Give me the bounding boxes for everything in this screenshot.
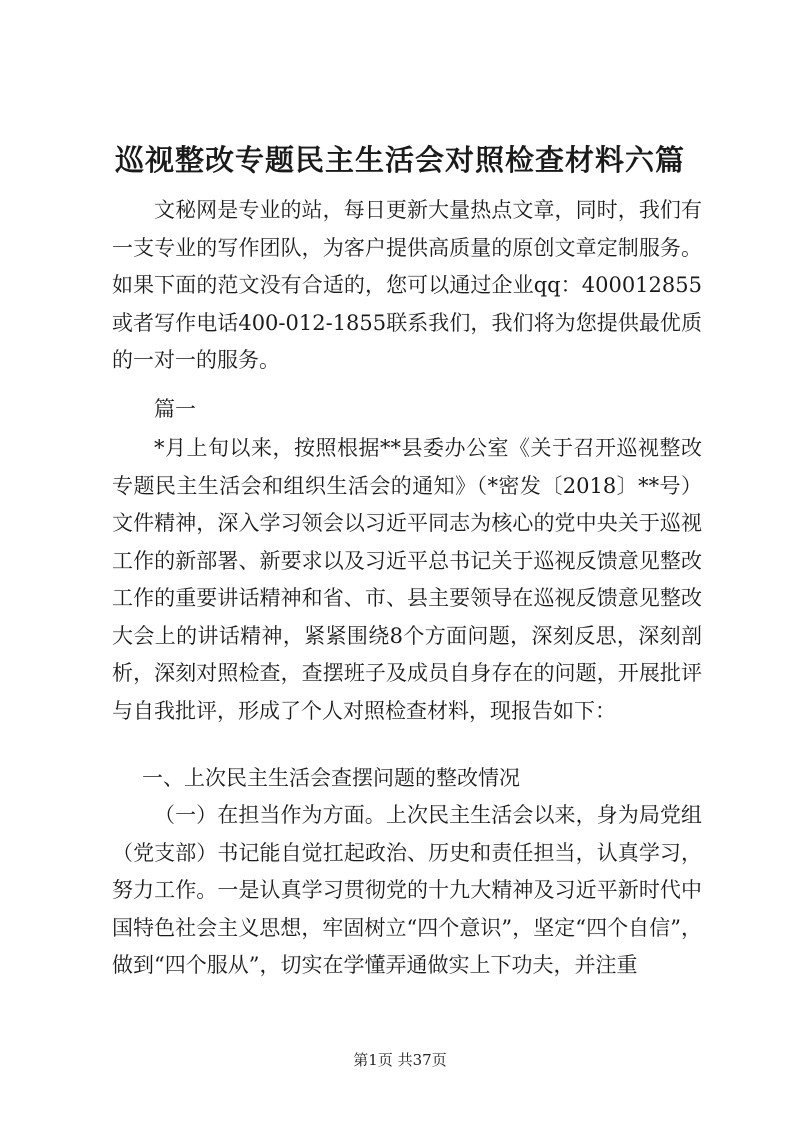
intro-paragraph: 文秘网是专业的站，每日更新大量热点文章，同时，我们有一支专业的写作团队，为客户提供高质量的原创文章定制服务。如果下面的范文没有合适的，您可以通过企业qq：400012855或者写作电话400-012-1855联系我们，我们将为您提供最优质的一对一的服务。 xyxy=(112,198,702,372)
section-label: 篇一 xyxy=(154,397,196,421)
section-heading: 一、上次民主生活会查摆问题的整改情况 xyxy=(142,766,520,790)
opening-paragraph: *月上旬以来，按照根据**县委办公室《关于召开巡视整改专题民主生活会和组织生活会的通知》（*密发〔2018〕**号）文件精神，深入学习领会以习近平同志为核心的党中央关于巡视工作的新部署、新要求以及习近平总书记关于巡视反馈意见整改工作的重要讲话精神和省、市、县主要领导在巡视反馈意见整改大会上的讲话精神，紧紧围绕8个方面问题，深刻反思，深刻剖析，深刻对照检查，查摆班子及成员自身存在的问题，开展批评与自我批评，形成了个人对照检查材料，现报告如下： xyxy=(112,436,702,723)
intro-section xyxy=(112,192,702,380)
section-label-block xyxy=(112,391,702,429)
item-one-section xyxy=(112,797,702,985)
page-footer: 第1页 共37页 xyxy=(353,1051,447,1069)
item-one-paragraph: （一）在担当作为方面。上次民主生活会以来，身为局党组（党支部）书记能自觉扛起政治、历史和责任担当，认真学习，努力工作。一是认真学习贯彻党的十九大精神及习近平新时代中国特色社会主义思想，牢固树立“四个意识”，坚定“四个自信”，做到“四个服从”，切实在学懂弄通做实上下功夫，并注重 xyxy=(112,803,702,977)
heading-one-block xyxy=(112,760,702,798)
opening-section xyxy=(112,430,702,730)
document-title: 巡视整改专题民主生活会对照检查材料六篇 xyxy=(114,143,685,177)
